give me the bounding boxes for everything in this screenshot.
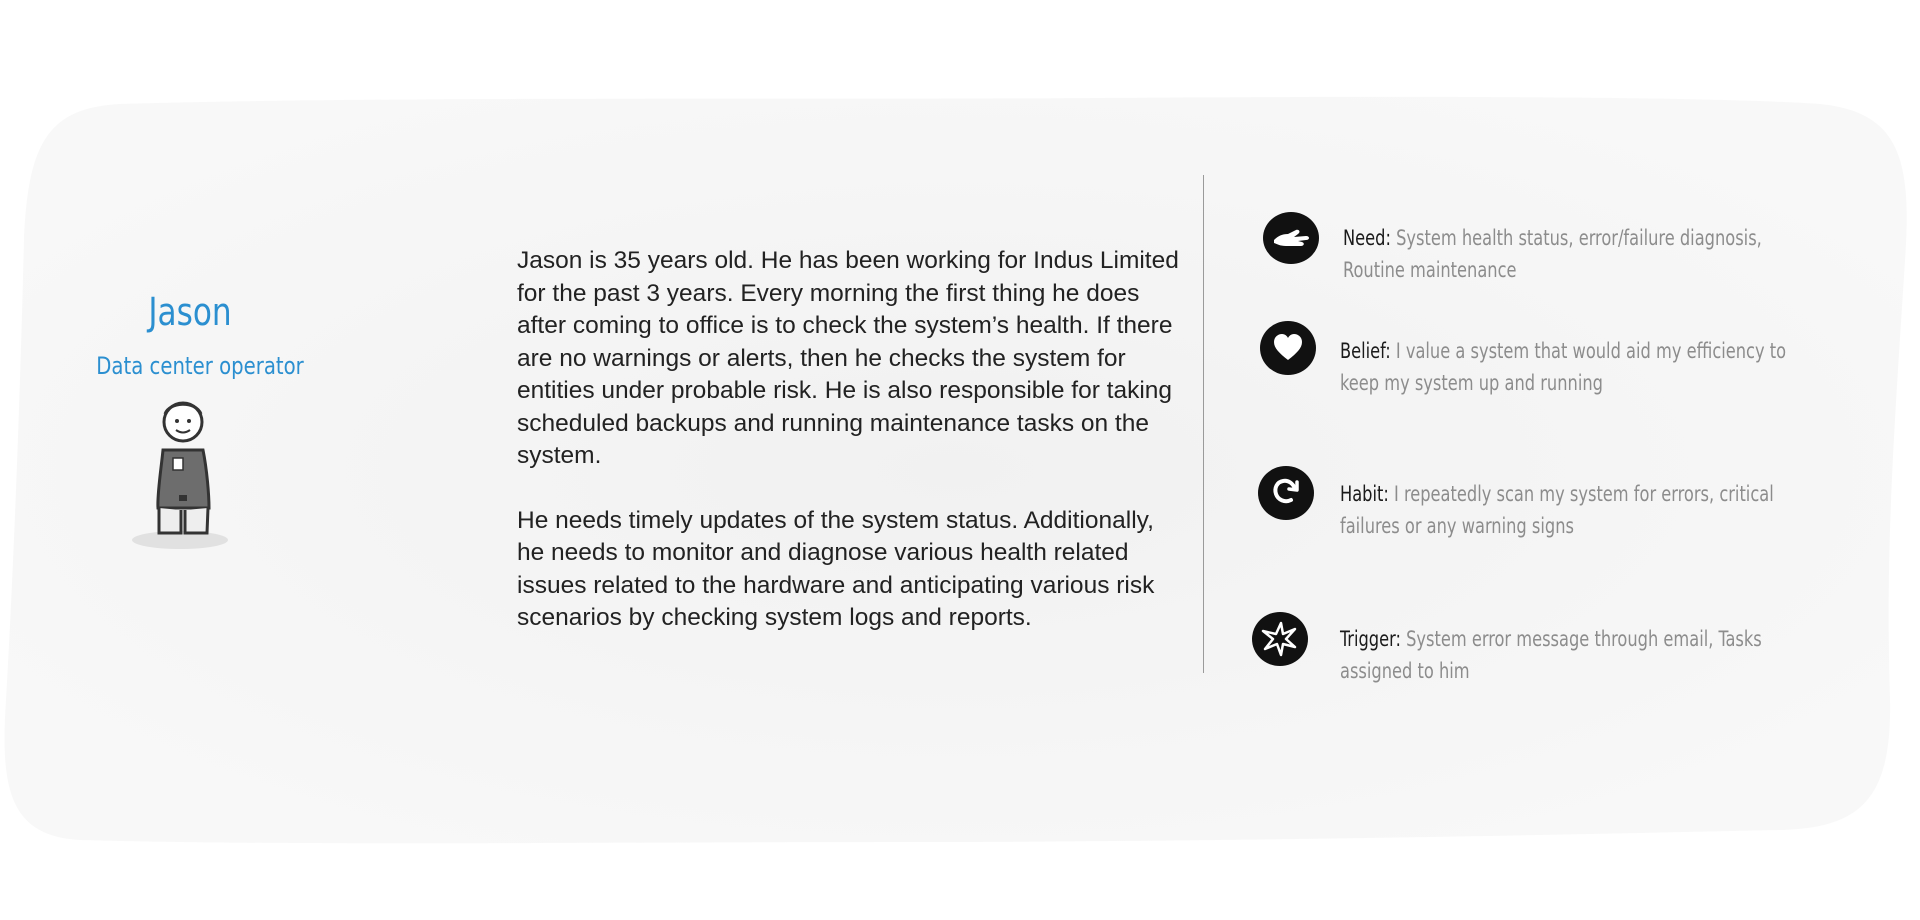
- persona-name: Jason: [148, 290, 232, 334]
- trait-trigger: [1340, 623, 1800, 687]
- trait-label: Need:: [1343, 226, 1391, 250]
- trait-description: I repeatedly scan my system for errors, critical failures or any warning signs: [1340, 482, 1774, 538]
- trait-label: Belief:: [1340, 339, 1391, 363]
- persona-avatar-icon: [125, 400, 235, 555]
- trait-description: I value a system that would aid my efficiency to keep my system up and running: [1340, 339, 1787, 395]
- refresh-arrow-icon: [1257, 465, 1315, 521]
- trait-label: Habit:: [1340, 482, 1389, 506]
- heart-icon: [1259, 320, 1317, 376]
- burst-star-icon: [1251, 611, 1309, 667]
- trait-label: Trigger:: [1340, 627, 1401, 651]
- trait-belief: [1340, 335, 1800, 399]
- trait-habit: [1340, 478, 1800, 542]
- trait-need: [1343, 222, 1803, 286]
- trait-description: System health status, error/failure diagnosis, Routine maintenance: [1343, 226, 1762, 282]
- section-divider: [1203, 175, 1204, 673]
- hand-icon: [1262, 210, 1320, 266]
- persona-bio: [517, 245, 1182, 667]
- trait-description: System error message through email, Tasks assigned to him: [1340, 627, 1762, 683]
- bio-paragraph: He needs timely updates of the system status. Additionally, he needs to monitor and diagnose various health related issues related to the hardware and anticipating various risk scenarios by checking system logs and reports.: [517, 506, 1155, 631]
- bio-paragraph: Jason is 35 years old. He has been working for Indus Limited for the past 3 years. Every morning the first thing he does after coming to office is to check the system’s health. If there are no warnings or alerts, then he checks the system for entities under probable risk. He is also responsible for taking scheduled backups and running maintenance tasks on the system.: [517, 247, 1179, 469]
- persona-role: Data center operator: [96, 352, 304, 380]
